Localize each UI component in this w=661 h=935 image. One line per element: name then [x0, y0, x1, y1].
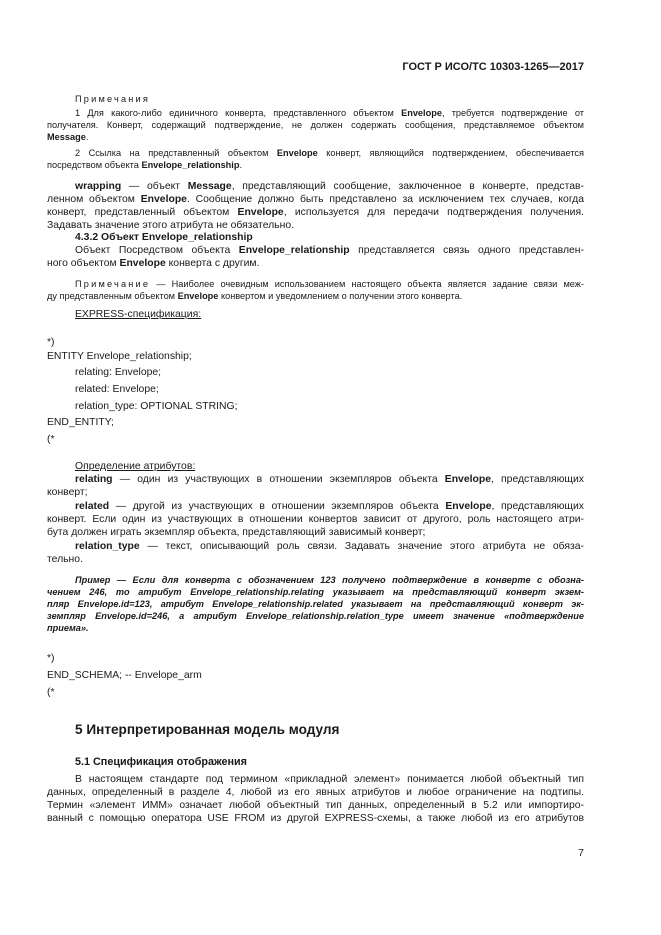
- section-5-1-heading: 5.1 Спецификация отображения: [75, 756, 247, 768]
- section-5-1-line-3: Термин «элемент ИММ» означает любой объектный тип данных, определенный в 5.2 или импортиро-: [47, 800, 584, 811]
- attr-relation-type-line-1: relation_type — текст, описывающий роль связи. Задавать значение этого атрибута не обяза-: [75, 541, 584, 552]
- code-relation-type: relation_type: OPTIONAL STRING;: [75, 401, 238, 412]
- section-4-3-2-heading: 4.3.2 Объект Envelope_relationship: [75, 232, 253, 243]
- wrapping-line-4: Задавать значение этого атрибута не обязательно.: [47, 220, 295, 231]
- note-2-line-2: посредством объекта Envelope_relationship.: [47, 160, 243, 170]
- code-related: related: Envelope;: [75, 384, 159, 395]
- attr-relation-type-line-2: тельно.: [47, 554, 83, 565]
- note-1-line-3: Message.: [47, 132, 89, 142]
- wrapping-line-2: ленном объектом Envelope. Сообщение должно быть представлено за исключением тех случаев, когда: [47, 194, 584, 205]
- code-open: *): [47, 337, 55, 348]
- wrapping-line-3: конверт, представленный объектом Envelope, используется для передачи подтверждения получения.: [47, 207, 584, 218]
- example-line-2: чением 246, то атрибут Envelope_relationship.relating указывает на представляющий конверт экзем-: [47, 587, 584, 597]
- code-close: (*: [47, 434, 55, 445]
- attr-related-line-2: конверт. Если один из участвующих в отношении конвертов зависит от другого, роль настоящего атри-: [47, 514, 584, 525]
- section-4-3-2-line-2: ного объектом Envelope конверта с другим.: [47, 258, 260, 269]
- example-line-1: Пример — Если для конверта с обозначением 123 получено подтверждение в конверте с обозна-: [75, 575, 584, 585]
- section-4-3-2-line-1: Объект Посредством объекта Envelope_relationship представляется связь одного представлен-: [75, 245, 584, 256]
- code2-open: *): [47, 653, 55, 664]
- attr-relating-line-2: конверт;: [47, 487, 88, 498]
- section-5-1-line-1: В настоящем стандарте под термином «прикладной элемент» понимается любой объектный тип: [75, 774, 584, 785]
- code-end-entity: END_ENTITY;: [47, 417, 114, 428]
- code-relating: relating: Envelope;: [75, 367, 162, 378]
- notes-title: Примечания: [75, 94, 151, 104]
- code2-close: (*: [47, 687, 55, 698]
- section-5-1-line-2: данных, определенный в разделе 4, любой из его явных атрибутов и любое ограничение на подтипы.: [47, 787, 584, 798]
- example-line-5: приема».: [47, 623, 89, 633]
- attr-relating-line-1: relating — один из участвующих в отношении экземпляров объекта Envelope, представляющих: [75, 474, 584, 485]
- standard-header: ГОСТ Р ИСО/ТС 10303-1265—2017: [402, 61, 584, 73]
- note-1-line-2: получателя. Конверт, содержащий подтверждение, не должен содержать сообщения, представляемое объектом: [47, 120, 584, 130]
- note-3-line-1: Примечание — Наиболее очевидным использованием настоящего объекта является задание связи меж-: [75, 279, 584, 289]
- note-2-line-1: 2 Ссылка на представленный объектом Envelope конверт, являющийся подтверждением, обеспечивается: [75, 148, 584, 158]
- example-line-4: земпляр Envelope.id=246, а атрибут Envelope_relationship.relation_type имеет значение «подтверждение: [47, 611, 584, 621]
- code2-end-schema: END_SCHEMA; -- Envelope_arm: [47, 670, 202, 681]
- section-5-1-line-4: ванный с помощью оператора USE FROM из другой EXPRESS-схемы, а также любой из его атрибутов: [47, 813, 584, 824]
- wrapping-line-1: wrapping — объект Message, представляющий сообщение, заключенное в конверте, представ-: [75, 181, 585, 192]
- note-1-line-1: 1 Для какого-либо единичного конверта, представленного объектом Envelope, требуется подтверждение от: [75, 108, 585, 118]
- section-5-heading: 5 Интерпретированная модель модуля: [75, 722, 340, 737]
- attributes-label: Определение атрибутов:: [75, 461, 196, 472]
- example-line-3: пляр Envelope.id=123, атрибут Envelope_relationship.related указывает на представляющий конверт эк-: [47, 599, 584, 609]
- express-spec-label: EXPRESS-спецификация:: [75, 309, 202, 320]
- attr-related-line-3: бута должен играть экземпляр объекта, представляющий зависимый конверт;: [47, 527, 426, 538]
- attr-related-line-1: related — другой из участвующих в отношении экземпляров объекта Envelope, представляющих: [75, 501, 584, 512]
- code-entity: ENTITY Envelope_relationship;: [47, 351, 192, 362]
- note-3-line-2: ду представленным объектом Envelope конвертом и уведомлением о получении этого конверта.: [47, 291, 463, 301]
- page-number: 7: [578, 847, 584, 859]
